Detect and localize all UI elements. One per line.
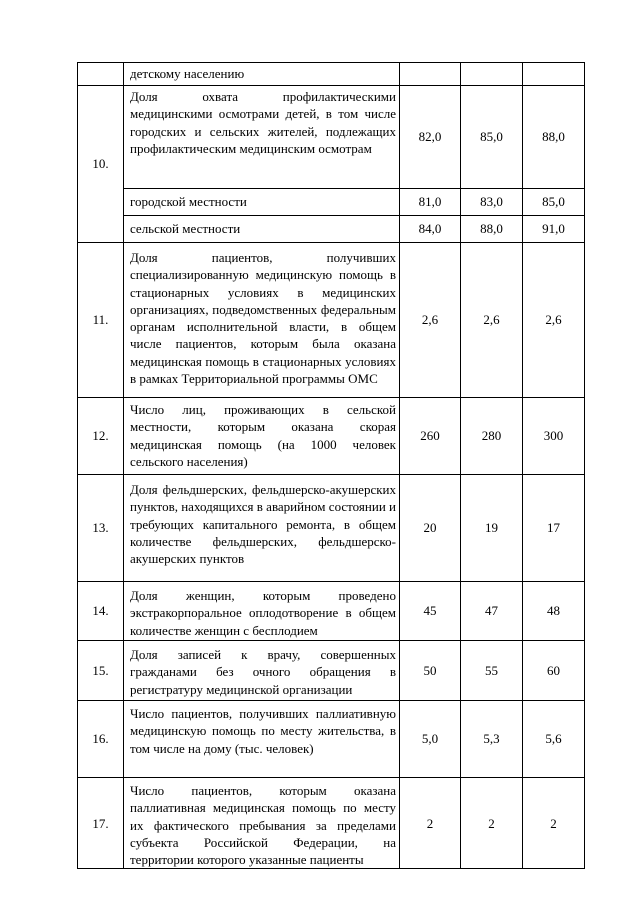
row-description: Доля охвата профилактическими медицинскими осмотрами детей, в том числе городских и сельских жителей, подлежащих профилактическим медицинским осмотрам — [124, 86, 400, 189]
row-description: Число пациентов, которым оказана паллиативная медицинская помощь по месту их фактического пребывания за пределами субъекта Российской Федерации, на территории которого указанные пациенты — [124, 778, 400, 869]
value-year-2: 19 — [461, 475, 523, 582]
value-year-2: 5,3 — [461, 701, 523, 778]
row-description: Доля женщин, которым проведено экстракорпоральное оплодотворение в общем количестве женщин с бесплодием — [124, 582, 400, 641]
row-description: Число пациентов, получивших паллиативную медицинскую помощь по месту жительства, в том числе на дому (тыс. человек) — [124, 701, 400, 778]
row-description: Доля фельдшерских, фельдшерско-акушерских пунктов, находящихся в аварийном состоянии и требующих капитального ремонта, в общем количестве фельдшерских, фельдшерско-акушерских пунктов — [124, 475, 400, 582]
table-row — [78, 778, 585, 869]
value-year-1: 2,6 — [400, 243, 461, 398]
value-year-2: 88,0 — [461, 216, 523, 243]
value-year-1: 81,0 — [400, 189, 461, 216]
row-description: Доля записей к врачу, совершенных гражданами без очного обращения в регистратуру медицинской организации — [124, 641, 400, 701]
row-number: 12. — [78, 398, 124, 475]
row-number: 10. — [78, 86, 124, 243]
value-year-2: 47 — [461, 582, 523, 641]
table-row — [78, 475, 585, 582]
value-year-3: 5,6 — [523, 701, 585, 778]
value-year-3: 17 — [523, 475, 585, 582]
value-year-3: 48 — [523, 582, 585, 641]
table-row — [78, 582, 585, 641]
table-row — [78, 86, 585, 189]
table-row — [78, 216, 585, 243]
value-year-2: 83,0 — [461, 189, 523, 216]
value-year-1: 45 — [400, 582, 461, 641]
value-year-1: 5,0 — [400, 701, 461, 778]
value-year-3: 88,0 — [523, 86, 585, 189]
value-year-3: 2,6 — [523, 243, 585, 398]
row-number: 16. — [78, 701, 124, 778]
table-row — [78, 398, 585, 475]
row-description: городской местности — [124, 189, 400, 216]
value-year-1: 20 — [400, 475, 461, 582]
value-year-1: 50 — [400, 641, 461, 701]
value-year-1: 2 — [400, 778, 461, 869]
row-description: сельской местности — [124, 216, 400, 243]
value-year-3: 91,0 — [523, 216, 585, 243]
value-year-2: 85,0 — [461, 86, 523, 189]
indicators-table — [77, 62, 585, 869]
row-description: Число лиц, проживающих в сельской местности, которым оказана скорая медицинская помощь (на 1000 человек сельского населения) — [124, 398, 400, 475]
value-year-3: 85,0 — [523, 189, 585, 216]
row-number: 15. — [78, 641, 124, 701]
table-row — [78, 189, 585, 216]
value-year-3: 60 — [523, 641, 585, 701]
value-year-2 — [461, 63, 523, 86]
value-year-1: 84,0 — [400, 216, 461, 243]
value-year-2: 280 — [461, 398, 523, 475]
row-description: Доля пациентов, получивших специализированную медицинскую помощь в стационарных условиях в медицинских организациях, подведомственных федеральным органам исполнительной власти, в общем числе пациентов, которым была оказана медицинская помощь в стационарных условиях в рамках Территориальной программы ОМС — [124, 243, 400, 398]
value-year-3: 2 — [523, 778, 585, 869]
table-row — [78, 63, 585, 86]
table-row — [78, 243, 585, 398]
value-year-3 — [523, 63, 585, 86]
value-year-2: 2,6 — [461, 243, 523, 398]
value-year-2: 2 — [461, 778, 523, 869]
row-description: детскому населению — [124, 63, 400, 86]
row-number: 13. — [78, 475, 124, 582]
row-number: 14. — [78, 582, 124, 641]
value-year-3: 300 — [523, 398, 585, 475]
row-number — [78, 63, 124, 86]
table-row — [78, 701, 585, 778]
table-row — [78, 641, 585, 701]
value-year-1 — [400, 63, 461, 86]
value-year-1: 260 — [400, 398, 461, 475]
value-year-2: 55 — [461, 641, 523, 701]
row-number: 17. — [78, 778, 124, 869]
value-year-1: 82,0 — [400, 86, 461, 189]
row-number: 11. — [78, 243, 124, 398]
